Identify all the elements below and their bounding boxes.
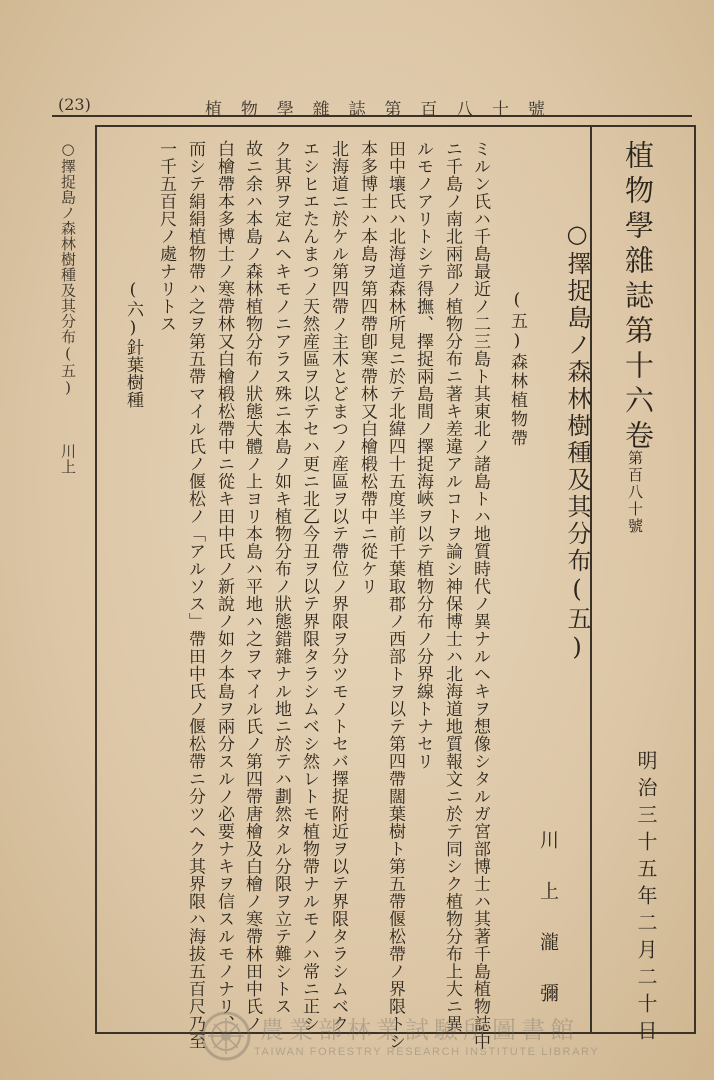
running-title-char: 雜 <box>312 100 330 120</box>
body-column: 白檜帶本多博士ノ寒帶林又白檜椴松帶中ニ從キ田中氏ノ新說ノ如ク本島ヲ兩分スルノ必要ナキヲ信スルモノナリ、 <box>214 140 234 1033</box>
body-column: 本多博士ハ本島ヲ第四帶卽寒帶林又白檜椴松帶中ニ從ケリ <box>357 140 377 595</box>
running-title-char: 十 <box>492 100 509 120</box>
body-column: 一千五百尺ノ處ナリトス <box>156 140 176 333</box>
article-author: 川上瀧彌 <box>537 830 559 1034</box>
running-title-char: 物 <box>240 100 258 120</box>
body-column: ク其界ヲ定ムヘキモノニアラス殊ニ本島ノ如キ植物分布ノ狀態錯雜ナル地ニ於テハ劃然タル分限ヲ立テ難シトス <box>271 140 291 1015</box>
margin-running-title: ○擇捉島ノ森林樹種及其分布(五) 川上 <box>59 140 77 475</box>
article-title: ○擇捉島ノ森林樹種及其分布(五) <box>563 220 591 664</box>
body-column: ニ千島ノ南北兩部ノ植物分布ニ著キ差違アルコトヲ論シ神保博士ハ北海道地質報文ニ於テ同シク植物分布上大ニ異 <box>442 140 462 1033</box>
body-column: ルモノアリトシテ得撫、擇捉兩島間ノ擇捉海峽ヲ以テ植物分布ノ分界線トナセリ <box>413 140 433 770</box>
running-title-char: 第 <box>384 100 402 120</box>
section-heading: (五)森林植物帶 <box>507 290 527 448</box>
page-number: (23) <box>58 95 91 114</box>
running-title-char: 學 <box>276 100 294 120</box>
running-title-char: 植 <box>205 100 222 120</box>
journal-date: 明治三十五年二月二十日 <box>634 750 658 1047</box>
body-column: 而シテ絹絹植物帶ハ之ヲ第五帶マイル氏ノ偃松ノ「アルソス」帶田中氏ノ偃松帶ニ分ツヘク其界限ハ海拔五百尺乃至 <box>185 140 205 1050</box>
header-rule <box>52 115 692 117</box>
library-seal-icon <box>200 1010 252 1062</box>
body-column: エシヒエたんまつノ天然産區ヲ以テセハ更ニ北乙今丑ヲ以テ界限タラシムベシ然レトモ植物帶ナルモノハ常ニ正シ <box>299 140 319 1033</box>
running-title-char: 百 <box>420 100 438 120</box>
watermark-org-name-en: TAIWAN FORESTRY RESEARCH INSTITUTE LIBRARY <box>254 1046 600 1058</box>
running-title-char: 誌 <box>348 100 366 120</box>
body-column: ミルン氏ハ千島最近ノ二三島ト其東北ノ諸島トハ地質時代ノ異ナルヘキヲ想像シタルガ宮部博士ハ其著千島植物誌中 <box>470 140 490 1050</box>
body-column: 北海道ニ於ケル第四帶ノ主木とどまつノ産區ヲ以テ帶位ノ界限ヲ分ツモノトセバ擇捉附近ヲ以テ界限タラシムベク <box>328 140 348 1033</box>
journal-issue: 第百八十號 <box>626 450 644 535</box>
body-column: 田中壤氏ハ北海道森林所見ニ於テ北緯四十五度半前千葉取郡ノ西部トヲ以テ第四帶闊葉樹ト第五帶偃松帶ノ界限トシ <box>385 140 405 1050</box>
running-title-char: 號 <box>527 100 545 120</box>
body-column: 故ニ余ハ本島ノ森林植物分布ノ狀態大體ノ上ヨリ本島ハ平地ハ之ヲマイル氏ノ第四帶唐檜及白檜ノ寒帶林田中氏ノ <box>242 140 262 1033</box>
watermark-org-name: 農業部林業試驗所圖書館 <box>260 1016 579 1044</box>
subsection-heading: (六)針葉樹種 <box>123 280 143 409</box>
running-title-char: 八 <box>456 100 474 120</box>
journal-title: 植物學雜誌第十六卷 <box>621 140 655 455</box>
library-watermark <box>200 1010 600 1070</box>
